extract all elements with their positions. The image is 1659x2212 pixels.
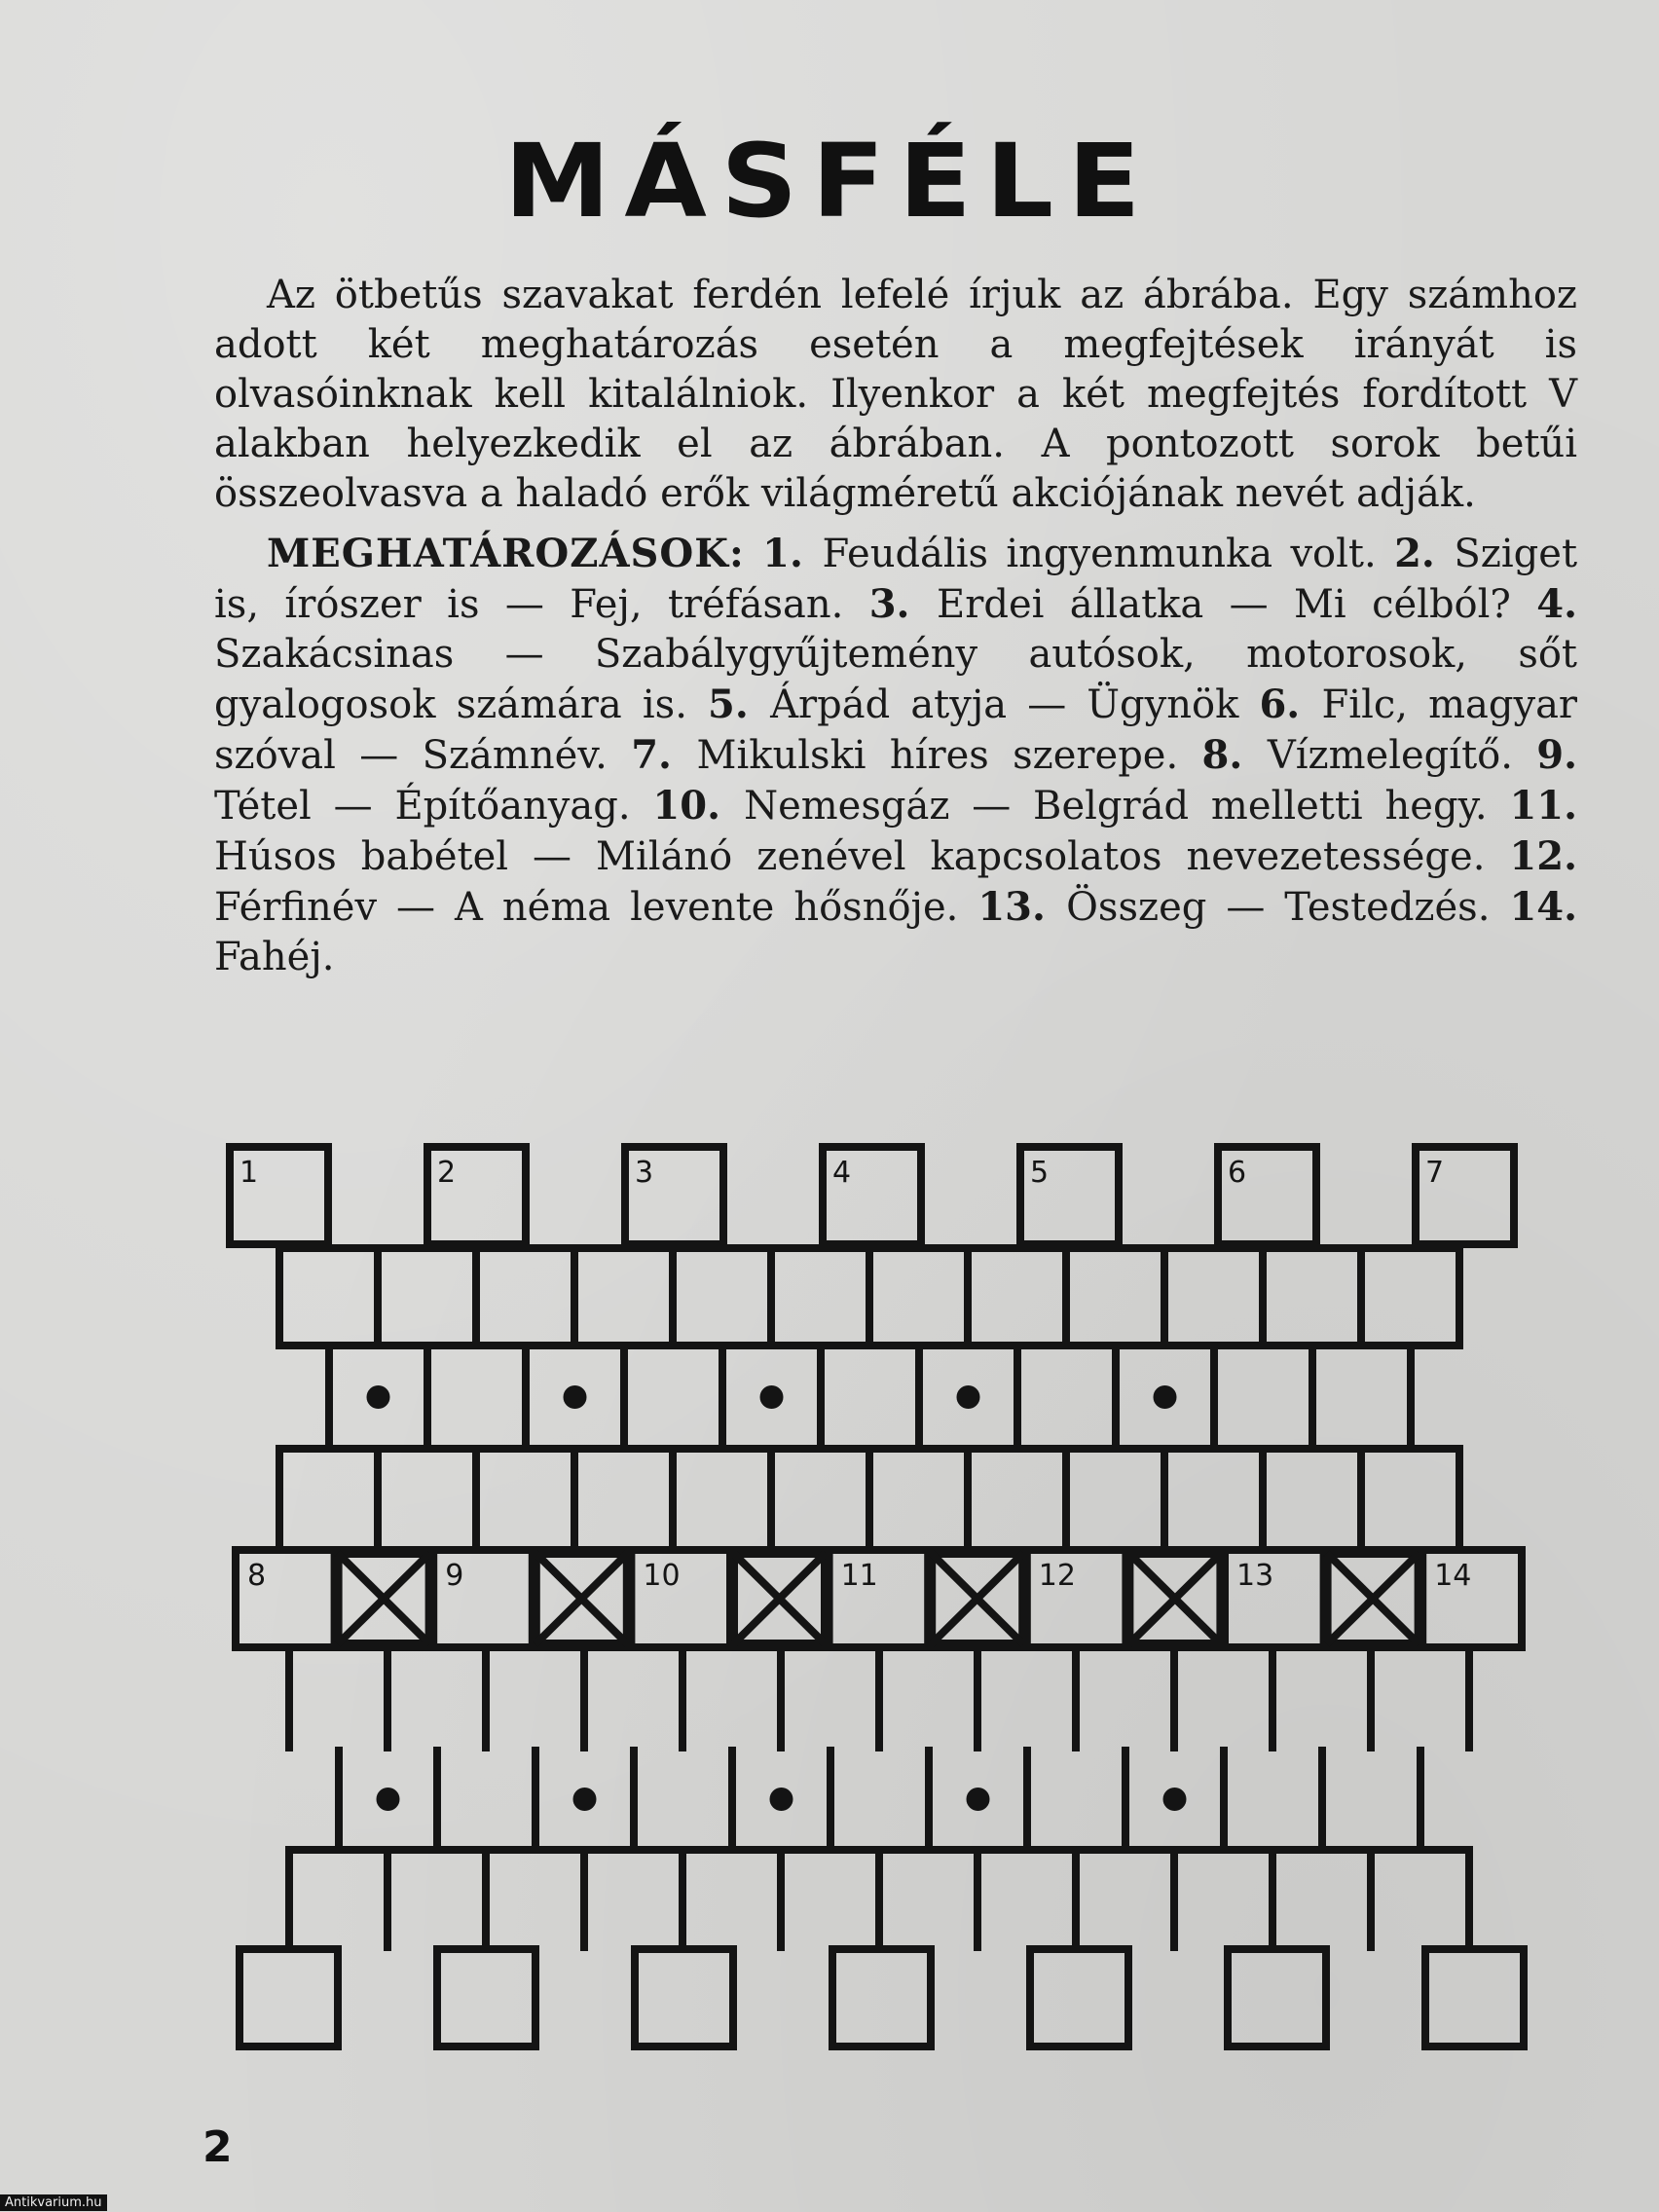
page-title: MÁSFÉLE <box>503 122 1156 240</box>
dot-marker <box>1154 1385 1177 1409</box>
definitions-heading: MEGHATÁROZÁSOK: <box>267 531 745 576</box>
cell-number: 2 <box>437 1156 457 1190</box>
definition-text: Húsos babétel — Milánó zenével kapcsolatos nevezetessége. <box>214 834 1486 879</box>
bottom-cell <box>1228 1949 1326 2046</box>
definition-text: Nemesgáz — Belgrád melletti hegy. <box>744 784 1488 829</box>
definition-number: 13. <box>977 884 1067 930</box>
cell-number: 5 <box>1030 1156 1050 1190</box>
dot-marker <box>760 1385 784 1409</box>
definition-number: 12. <box>1509 833 1577 879</box>
cell-number: 12 <box>1038 1559 1076 1593</box>
dot-marker <box>564 1385 587 1409</box>
definition-number: 3. <box>868 581 938 627</box>
definition-text: Árpád atyja — Ügynök <box>770 682 1239 727</box>
bottom-cell <box>1030 1949 1128 2046</box>
definition-number: 4. <box>1536 581 1578 627</box>
bottom-cell <box>635 1949 733 2046</box>
definition-text: Összeg — Testedzés. <box>1066 885 1491 930</box>
definition-number: 11. <box>1509 783 1578 829</box>
definition-text: Mikulski híres szerepe. <box>696 733 1179 778</box>
definition-number: 2. <box>1394 531 1455 576</box>
bottom-cell <box>240 1949 338 2046</box>
dot-marker <box>367 1385 390 1409</box>
bottom-cell <box>437 1949 535 2046</box>
cell-number: 6 <box>1228 1156 1247 1190</box>
cell-number: 8 <box>247 1559 267 1593</box>
definition-number: 6. <box>1259 682 1322 727</box>
bottom-cell <box>1425 1949 1524 2046</box>
definition-number: 7. <box>631 732 697 778</box>
definition-text: Vízmelegítő. <box>1267 733 1513 778</box>
cell-number: 9 <box>445 1559 464 1593</box>
bottom-cell <box>832 1949 931 2046</box>
definition-text: Sziget is, írószer is — Fej, tréfásan. <box>214 532 1578 627</box>
definition-number: 9. <box>1536 732 1578 778</box>
definition-text: Férfinév — A néma levente hősnője. <box>214 885 959 930</box>
definition-number: 1. <box>762 531 823 576</box>
definition-text: Fahéj. <box>214 935 335 979</box>
intro-paragraph: Az ötbetűs szavakat ferdén lefelé írjuk az ábrába. Egy számhoz adott két meghatározás esetén a megfejtések irányát is olvasóinknak kell kitalálniok. Ilyenkor a két megfejtés fordított V alakban helyezkedik el az ábrában. A pontozott sorok betűi összeolvasva a haladó erők világméretű akciójának nevét adják. <box>214 273 1577 516</box>
dot-marker <box>957 1385 980 1409</box>
cell-number: 1 <box>240 1156 259 1190</box>
dot-marker <box>770 1788 793 1811</box>
definition-text: Feudális ingyenmunka volt. <box>822 532 1377 576</box>
cell-number: 4 <box>832 1156 852 1190</box>
definition-number: 5. <box>708 682 771 727</box>
dot-marker <box>377 1788 400 1811</box>
cell-number: 10 <box>643 1559 681 1593</box>
cell-number: 3 <box>635 1156 654 1190</box>
definition-text: Filc, magyar szóval — Számnév. <box>214 682 1578 778</box>
definition-number: 14. <box>1509 884 1578 930</box>
definition-number: 10. <box>652 783 745 829</box>
definition-number: 8. <box>1201 732 1268 778</box>
definition-text: Tétel — Építőanyag. <box>214 784 631 829</box>
cell-number: 7 <box>1425 1156 1445 1190</box>
dot-marker <box>967 1788 990 1811</box>
definition-text: Erdei állatka — Mi célból? <box>937 582 1511 627</box>
cell-number: 11 <box>840 1559 878 1593</box>
page-number: 2 <box>203 2122 233 2172</box>
cell-number: 13 <box>1236 1559 1274 1593</box>
dot-marker <box>1163 1788 1187 1811</box>
dot-marker <box>573 1788 597 1811</box>
cell-number: 14 <box>1434 1559 1472 1593</box>
definition-text: Szakácsinas — Szabálygyűjtemény autósok, motorosok, sőt gyalogosok számára is. <box>214 632 1577 727</box>
watermark: Antikvarium.hu <box>0 2194 107 2211</box>
